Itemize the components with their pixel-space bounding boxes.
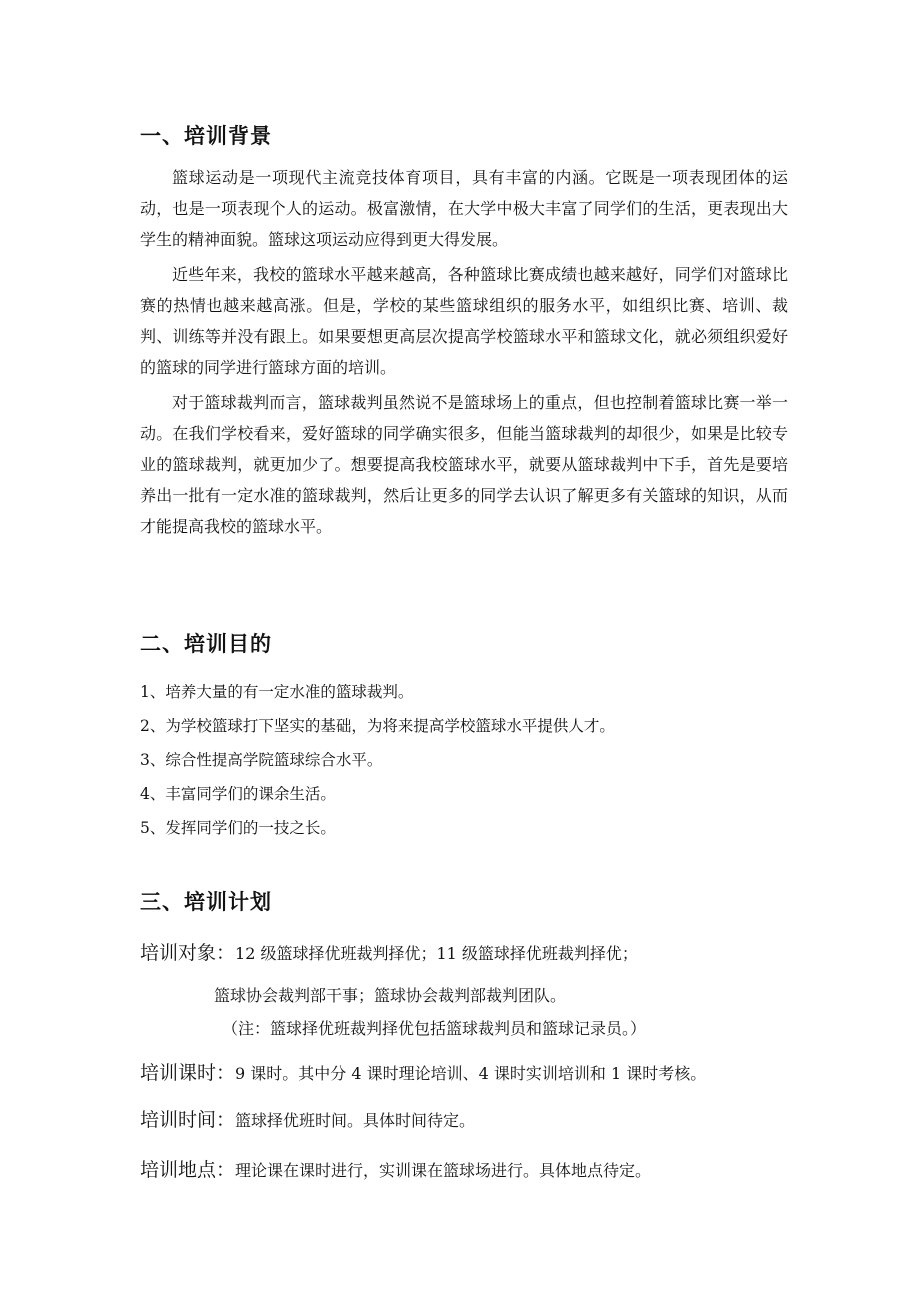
list-item: 2、为学校篮球打下坚实的基础，为将来提高学校篮球水平提供人才。 bbox=[140, 717, 615, 735]
section2-list bbox=[140, 675, 788, 845]
section1-heading: 一、培训背景 bbox=[140, 124, 272, 148]
time-label: 培训时间： bbox=[140, 1109, 236, 1131]
target-line-2: 篮球协会裁判部干事；篮球协会裁判部裁判团队。 bbox=[214, 986, 567, 1005]
list-item: 3、综合性提高学院篮球综合水平。 bbox=[140, 751, 383, 769]
target-row bbox=[140, 938, 638, 965]
time-value: 篮球择优班时间。具体时间待定。 bbox=[235, 1111, 476, 1130]
section1-body bbox=[140, 162, 788, 546]
target-label: 培训对象： bbox=[140, 942, 236, 964]
section1-paragraph-3: 对于篮球裁判而言，篮球裁判虽然说不是篮球场上的重点，但也控制着篮球比赛一举一动。在我们学校看来，爱好篮球的同学确实很多，但能当篮球裁判的却很少，如果是比较专业的篮球裁判，就更加少了。想要提高我校篮球水平，就要从篮球裁判中下手，首先是要培养出一批有一定水准的篮球裁判，然后让更多的同学去认识了解更多有关篮球的知识，从而才能提高我校的篮球水平。 bbox=[140, 393, 788, 536]
place-row bbox=[140, 1155, 651, 1182]
section3-heading: 三、培训计划 bbox=[140, 890, 272, 914]
place-value: 理论课在课时进行，实训课在篮球场进行。具体地点待定。 bbox=[235, 1161, 652, 1180]
hours-label: 培训课时： bbox=[140, 1062, 236, 1084]
list-item: 5、发挥同学们的一技之长。 bbox=[140, 819, 336, 837]
target-value: 12 级篮球择优班裁判择优；11 级篮球择优班裁判择优； bbox=[235, 944, 638, 963]
hours-row bbox=[140, 1058, 706, 1085]
list-item: 4、丰富同学们的课余生活。 bbox=[140, 785, 336, 803]
target-note: （注：篮球择优班裁判择优包括篮球裁判员和篮球记录员。） bbox=[222, 1019, 647, 1038]
section1-paragraph-2: 近些年来，我校的篮球水平越来越高，各种篮球比赛成绩也越来越好，同学们对篮球比赛的热情也越来越高涨。但是，学校的某些篮球组织的服务水平，如组织比赛、培训、裁判、训练等并没有跟上。如果要想更高层次提高学校篮球水平和篮球文化，就必须组织爱好的篮球的同学进行篮球方面的培训。 bbox=[140, 265, 788, 377]
section2-heading: 二、培训目的 bbox=[140, 632, 272, 656]
time-row bbox=[140, 1105, 475, 1132]
place-label: 培训地点： bbox=[140, 1159, 236, 1181]
hours-value: 9 课时。其中分 4 课时理论培训、4 课时实训培训和 1 课时考核。 bbox=[235, 1064, 707, 1083]
section1-paragraph-1: 篮球运动是一项现代主流竞技体育项目，具有丰富的内涵。它既是一项表现团体的运动，也是一项表现个人的运动。极富激情，在大学中极大丰富了同学们的生活，更表现出大学生的精神面貌。篮球这项运动应得到更大得发展。 bbox=[140, 168, 788, 249]
list-item: 1、培养大量的有一定水准的篮球裁判。 bbox=[140, 683, 414, 701]
